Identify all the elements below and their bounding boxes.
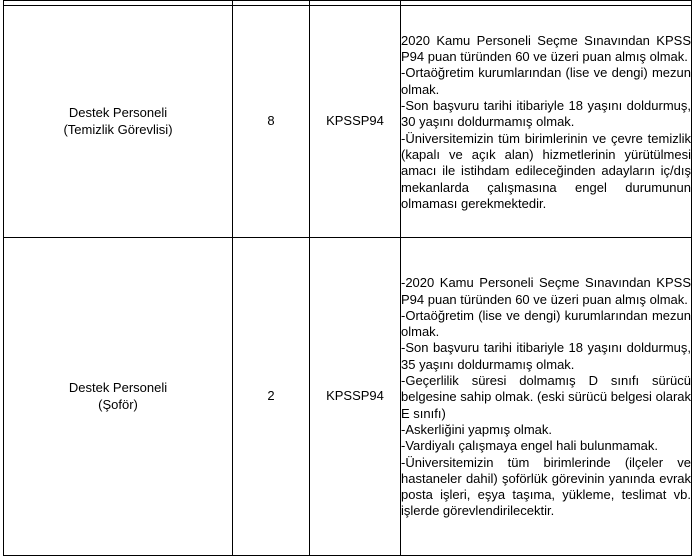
- requirement-item: -Askerliğini yapmış olmak.: [401, 421, 552, 437]
- score-type-cell: KPSSP94: [310, 238, 401, 556]
- count-cell: 2: [233, 238, 310, 556]
- requirement-item: -Üniversitemizin tüm birimlerinin ve çevre temizlik (kapalı ve açık alan) hizmetlerinin yürütülmesi amacı ile istihdam edileceğinden adayların iç/dış mekanlarda çalışmasına engel durumunun olmaması gerekmektedir.: [401, 130, 691, 211]
- requirements-cell: [401, 6, 692, 238]
- table-row: [4, 238, 692, 556]
- position-detail: (Şoför): [98, 396, 138, 412]
- position-detail: (Temizlik Görevlisi): [63, 121, 173, 137]
- score-type-cell: KPSSP94: [310, 6, 401, 238]
- position-name: Destek Personeli: [68, 380, 168, 396]
- requirement-item: -Vardiyalı çalışmaya engel hali bulunmamak.: [401, 438, 658, 454]
- requirement-item: -Ortaöğretim kurumlarından (lise ve dengi) mezun olmak.: [401, 65, 691, 97]
- requirement-item: 2020 Kamu Personeli Seçme Sınavından KPSS P94 puan türünden 60 ve üzeri puan almış olmak.: [401, 32, 691, 65]
- requirement-item: -Üniversitemizin tüm birimlerinde (ilçeler ve hastaneler dahil) şoförlük görevinin yanında evrak posta işleri, eşya taşıma, yükleme, teslimat vb. işlerde görevlendirilecektir.: [401, 454, 691, 519]
- position-name: Destek Personeli: [68, 105, 168, 121]
- table-row: [4, 6, 692, 238]
- requirements-cell: [401, 238, 692, 556]
- count-cell: 8: [233, 6, 310, 238]
- requirement-item: -Ortaöğretim (lise ve dengi) kurumlarından mezun olmak.: [401, 307, 691, 340]
- requirement-item: -Son başvuru tarihi itibariyle 18 yaşını doldurmuş, 35 yaşını doldurmamış olmak.: [401, 340, 691, 372]
- requirement-item: -Son başvuru tarihi itibariyle 18 yaşını doldurmuş, 30 yaşını doldurmamış olmak.: [401, 98, 691, 130]
- position-cell: [4, 6, 233, 238]
- job-requirements-table: [3, 0, 692, 556]
- requirement-item: -Geçerlilik süresi dolmamış D sınıfı sürücü belgesine sahip olmak. (eski sürücü belgesi olarak E sınıfı): [401, 373, 691, 421]
- requirement-item: -2020 Kamu Personeli Seçme Sınavından KPSS P94 puan türünden 60 ve üzeri puan almış olmak.: [401, 275, 691, 307]
- position-cell: [4, 238, 233, 556]
